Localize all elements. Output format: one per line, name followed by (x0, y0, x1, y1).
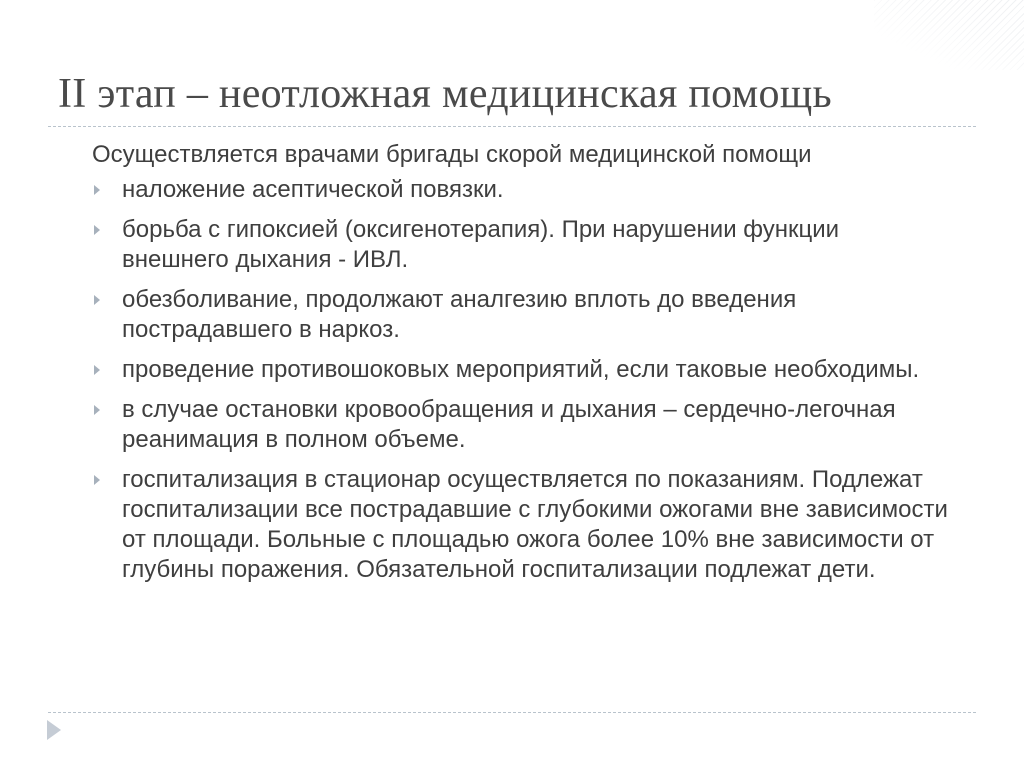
list-item (92, 355, 952, 385)
list-item (92, 215, 952, 275)
bullet-list (92, 175, 952, 585)
triangle-bullet-icon (94, 225, 100, 235)
triangle-bullet-icon (94, 185, 100, 195)
slide-body (92, 140, 952, 595)
list-item-text: в случае остановки кровообращения и дыхания – сердечно-легочная реанимация в полном объеме. (122, 396, 896, 453)
list-item-text: проведение противошоковых мероприятий, если таковые необходимы. (122, 356, 920, 383)
footer-divider (48, 712, 976, 713)
list-item (92, 175, 952, 205)
list-item (92, 465, 952, 585)
list-item-text: борьба с гипоксией (оксигенотерапия). При нарушении функции внешнего дыхания - ИВЛ. (122, 216, 840, 273)
title-divider (48, 126, 976, 127)
triangle-bullet-icon (94, 475, 100, 485)
triangle-bullet-icon (94, 295, 100, 305)
list-item-text: наложение асептической повязки. (122, 176, 504, 203)
slide-title: II этап – неотложная медицинская помощь (58, 71, 832, 117)
intro-text: Осуществляется врачами бригады скорой медицинской помощи (92, 141, 812, 168)
list-item-text: обезболивание, продолжают аналгезию вплоть до введения пострадавшего в наркоз. (122, 286, 797, 343)
corner-hatch-decoration (874, 0, 1024, 70)
triangle-bullet-icon (94, 405, 100, 415)
triangle-bullet-icon (94, 365, 100, 375)
list-item (92, 395, 952, 455)
footer-triangle-icon (47, 720, 61, 740)
list-item-text: госпитализация в стационар осуществляется по показаниям. Подлежат госпитализации все пострадавшие с глубокими ожогами вне зависимости от площади. Больные с площадью ожога более 10% вне зависимости от глубины поражения. Обязательной госпитализации подлежат дети. (122, 466, 948, 583)
list-item (92, 285, 952, 345)
